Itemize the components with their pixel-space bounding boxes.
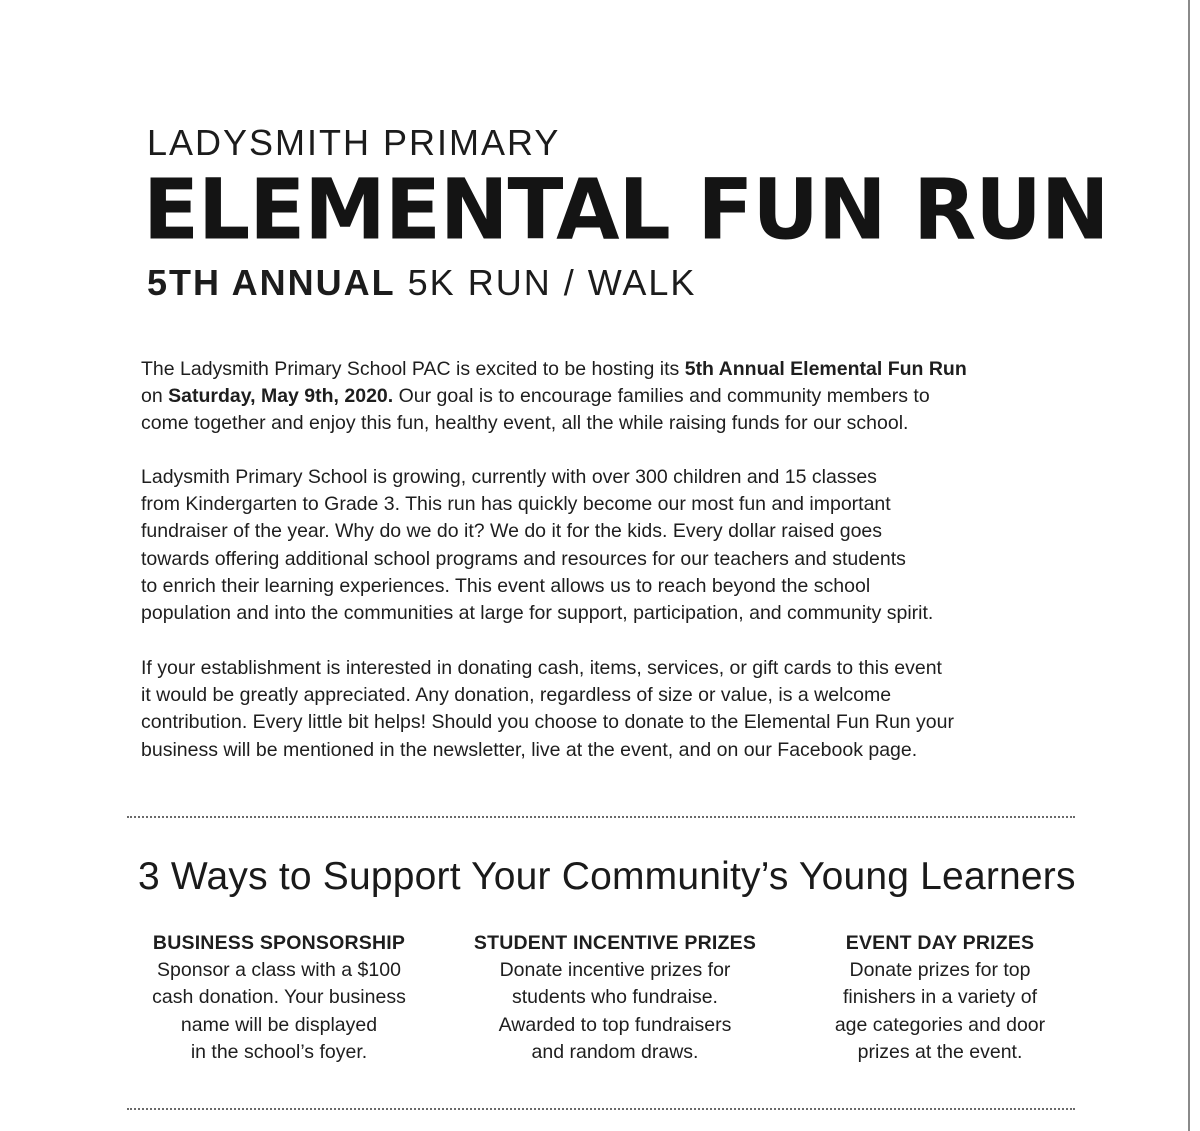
- column-line: prizes at the event.: [857, 1040, 1023, 1063]
- about-line: fundraiser of the year. Why do we do it? We do it for the kids. Every dollar raised goes: [141, 520, 883, 543]
- about-line: from Kindergarten to Grade 3. This run has quickly become our most fun and important: [141, 493, 891, 516]
- intro-text: Our goal is to encourage families and community members to: [393, 385, 930, 408]
- subtitle-annual: 5TH ANNUAL: [147, 262, 396, 303]
- donation-paragraph: [141, 655, 1071, 764]
- donation-line: business will be mentioned in the newsletter, live at the event, and on our Facebook page.: [141, 738, 918, 761]
- event-subtitle: [147, 262, 696, 304]
- about-line: population and into the communities at large for support, participation, and community spirit.: [141, 602, 934, 625]
- column-line: in the school’s foyer.: [190, 1040, 368, 1063]
- about-line: Ladysmith Primary School is growing, currently with over 300 children and 15 classes: [141, 466, 877, 488]
- dotted-divider: [127, 816, 1075, 818]
- column-line: students who fundraise.: [512, 986, 718, 1009]
- intro-paragraph: [141, 356, 1071, 438]
- about-paragraph: [141, 464, 1071, 627]
- column-line: and random draws.: [531, 1040, 699, 1063]
- column-line: cash donation. Your business: [152, 986, 406, 1009]
- page-edge-line: [1188, 0, 1190, 1131]
- column-line: Donate prizes for top: [849, 959, 1031, 982]
- intro-line: come together and enjoy this fun, healthy event, all the while raising funds for our school.: [141, 412, 909, 435]
- about-line: to enrich their learning experiences. This event allows us to reach beyond the school: [141, 574, 871, 597]
- event-day-prizes-column: [800, 930, 1080, 1066]
- about-line: towards offering additional school programs and resources for our teachers and students: [141, 547, 906, 570]
- intro-text: on: [141, 385, 169, 408]
- donation-line: If your establishment is interested in donating cash, items, services, or gift cards to this event: [141, 657, 942, 679]
- intro-event-name: 5th Annual Elemental Fun Run: [684, 358, 967, 380]
- dotted-divider: [127, 1108, 1075, 1110]
- subtitle-run-walk: 5K RUN / WALK: [395, 262, 697, 303]
- student-incentive-prizes-column: [460, 930, 770, 1066]
- intro-line: [141, 356, 1071, 383]
- intro-text: The Ladysmith Primary School PAC is excited to be hosting its: [141, 358, 685, 380]
- column-heading: EVENT DAY PRIZES: [845, 932, 1035, 954]
- column-line: Sponsor a class with a $100: [157, 959, 401, 982]
- column-line: Donate incentive prizes for: [499, 959, 731, 982]
- donation-line: it would be greatly appreciated. Any donation, regardless of size or value, is a welcome: [141, 684, 892, 707]
- column-heading: BUSINESS SPONSORSHIP: [152, 932, 406, 954]
- column-heading: STUDENT INCENTIVE PRIZES: [473, 932, 757, 954]
- support-heading: 3 Ways to Support Your Community’s Young Learners: [138, 855, 1076, 898]
- event-title: ELEMENTAL FUN RUN: [143, 162, 1109, 259]
- school-name: LADYSMITH PRIMARY: [147, 122, 561, 163]
- column-line: finishers in a variety of: [842, 986, 1037, 1009]
- column-line: Awarded to top fundraisers: [498, 1013, 732, 1036]
- donation-line: contribution. Every little bit helps! Should you choose to donate to the Elemental Fun Run your: [141, 711, 954, 734]
- intro-line: [141, 383, 1071, 410]
- intro-event-date: Saturday, May 9th, 2020.: [168, 385, 394, 408]
- column-line: name will be displayed: [180, 1013, 378, 1036]
- business-sponsorship-column: [126, 930, 432, 1066]
- column-line: age categories and door: [834, 1013, 1046, 1036]
